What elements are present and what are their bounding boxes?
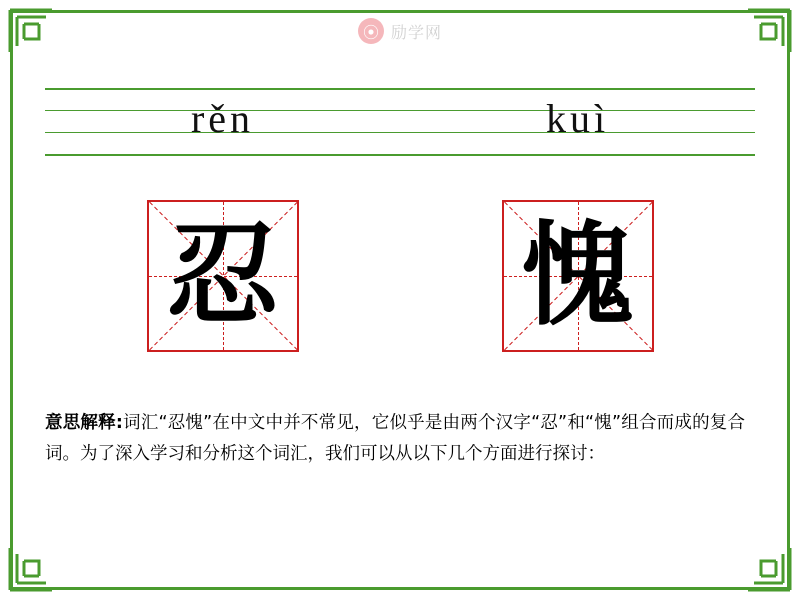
character-grid-row xyxy=(45,200,755,355)
frame-top-border xyxy=(10,10,790,13)
character-glyph: 忍 xyxy=(166,211,279,341)
pinyin-row xyxy=(45,88,755,154)
explanation-body: 词汇“忍愧”在中文中并不常见，它似乎是由两个汉字“忍”和“愧”组合而成的复合词。为了深入学习和分析这个词汇，我们可以从以下几个方面进行探讨： xyxy=(45,413,745,464)
frame-bottom-border xyxy=(10,587,790,590)
explanation-block xyxy=(45,408,745,469)
corner-ornament-icon xyxy=(8,546,54,592)
pinyin-cell xyxy=(45,88,400,154)
flame-logo-icon: ⦿ xyxy=(358,18,384,44)
frame-right-border xyxy=(787,10,790,590)
tianzige-box xyxy=(147,200,299,352)
tianzige-box xyxy=(502,200,654,352)
site-watermark xyxy=(0,18,800,44)
character-cell xyxy=(400,200,755,355)
pinyin-text: rěn xyxy=(190,96,255,141)
explanation-label: 意思解释: xyxy=(45,413,123,433)
character-cell xyxy=(45,200,400,355)
staff-line-4 xyxy=(45,154,755,156)
pinyin-text: kuì xyxy=(545,96,610,141)
pinyin-cell xyxy=(400,88,755,154)
character-glyph: 愧 xyxy=(521,211,634,341)
pinyin-staff xyxy=(45,88,755,160)
corner-ornament-icon xyxy=(746,546,792,592)
watermark-label: 励学网 xyxy=(390,22,442,42)
frame-left-border xyxy=(10,10,13,590)
